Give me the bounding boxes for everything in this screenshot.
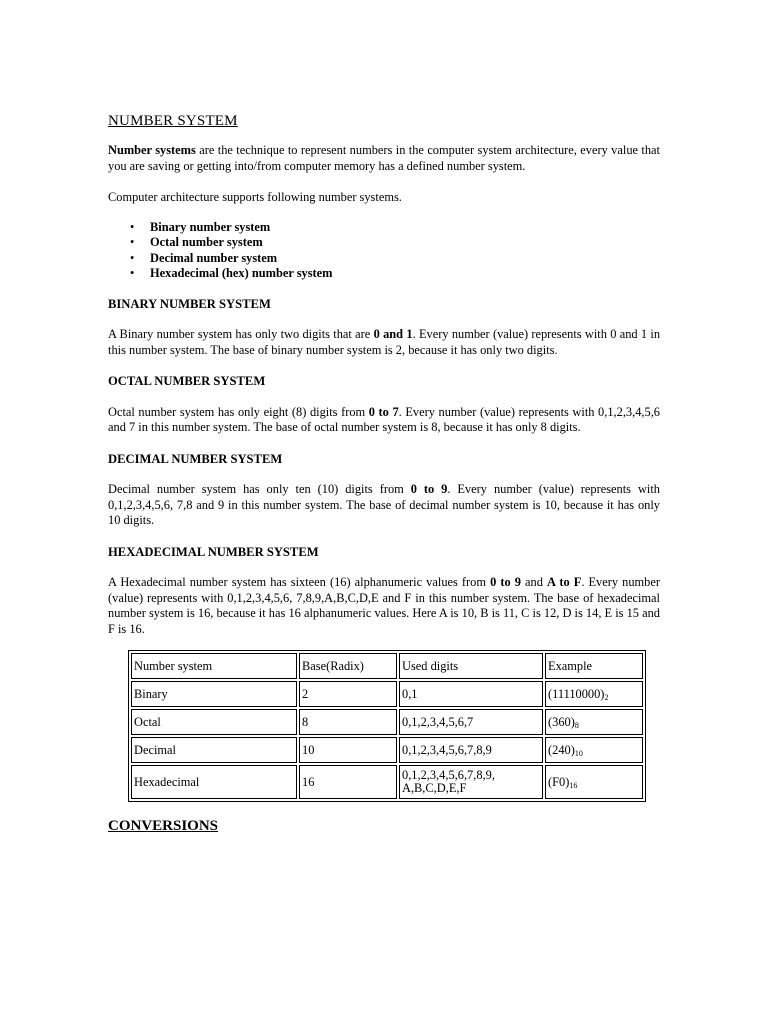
- table-row: [131, 681, 643, 707]
- system-name-cell: Binary: [131, 681, 297, 707]
- number-system-list: [108, 220, 660, 282]
- example-cell: $(360)_8$: [545, 709, 643, 735]
- decimal-heading: DECIMAL NUMBER SYSTEM: [108, 451, 283, 466]
- list-item: • Octal number system: [130, 235, 263, 249]
- hex-paragraph: A Hexadecimal number system has sixteen (16) alphanumeric values from 0 to 9 and A to F. Every number (value) represents with 0,1,2,3,4,5,6, 7,8,9,A,B,C,D,E and F in this number system. The base of hexadecimal number system is 16, because it has 16 alphanumeric values. Here A is 10, B is 11, C is 12, D is 14, E is 15 and F is 16.: [108, 575, 660, 636]
- digits-cell: 0,1: [399, 681, 543, 707]
- conversions-heading: CONVERSIONS: [108, 818, 219, 834]
- example-cell: $(240)_{10}$: [545, 737, 643, 763]
- hex-heading: HEXADECIMAL NUMBER SYSTEM: [108, 544, 319, 559]
- table-header-row: [131, 653, 643, 679]
- list-item: • Binary number system: [130, 219, 271, 234]
- header-cell: Number system: [131, 653, 297, 679]
- example-cell: $(11110000)_2$: [545, 681, 643, 707]
- binary-heading: BINARY NUMBER SYSTEM: [108, 296, 271, 311]
- base-cell: 8: [299, 709, 397, 735]
- header-cell: Example: [545, 653, 643, 679]
- system-name-cell: Hexadecimal: [131, 765, 297, 799]
- table-row: [131, 709, 643, 735]
- intro-bold-lead: Number systems: [108, 143, 196, 157]
- list-item: • Decimal number system: [130, 250, 278, 265]
- document-content: [108, 112, 660, 835]
- system-name-cell: Octal: [131, 709, 297, 735]
- digits-cell: 0,1,2,3,4,5,6,7: [399, 709, 543, 735]
- base-cell: 16: [299, 765, 397, 799]
- example-cell: $(F0)_{16}$: [545, 765, 643, 799]
- base-cell: 10: [299, 737, 397, 763]
- intro-text: are the technique to represent numbers in the computer system architecture, every value that you are saving or getting into/from computer memory has a defined number system.: [108, 143, 660, 173]
- digits-cell: 0,1,2,3,4,5,6,7,8,9, A,B,C,D,E,F: [399, 765, 543, 799]
- table-row: [131, 737, 643, 763]
- bullet-icon: •: [130, 219, 135, 234]
- decimal-paragraph: Decimal number system has only ten (10) digits from 0 to 9. Every number (value) represents with 0,1,2,3,4,5,6, 7,8 and 9 in this number system. The base of decimal number system is 10, because it has only 10 digits.: [108, 482, 660, 527]
- number-system-table: [128, 650, 646, 802]
- supports-paragraph: Computer architecture supports following number systems.: [108, 190, 402, 204]
- system-name-cell: Decimal: [131, 737, 297, 763]
- page-title: NUMBER SYSTEM: [108, 113, 238, 129]
- binary-paragraph: A Binary number system has only two digits that are 0 and 1. Every number (value) represents with 0 and 1 in this number system. The base of binary number system is 2, because it has only two digits.: [108, 327, 661, 357]
- header-cell: Base(Radix): [299, 653, 397, 679]
- octal-heading: OCTAL NUMBER SYSTEM: [108, 374, 266, 388]
- bullet-icon: •: [130, 250, 135, 265]
- bullet-icon: •: [130, 235, 135, 249]
- table-row: [131, 765, 643, 799]
- bullet-icon: •: [130, 266, 135, 280]
- octal-paragraph: Octal number system has only eight (8) digits from 0 to 7. Every number (value) represents with 0,1,2,3,4,5,6 and 7 in this number system. The base of octal number system is 8, because it has only 8 digits.: [108, 404, 660, 434]
- intro-paragraph: [108, 143, 660, 174]
- digits-cell: 0,1,2,3,4,5,6,7,8,9: [399, 737, 543, 763]
- list-item: • Hexadecimal (hex) number system: [130, 266, 333, 280]
- base-cell: 2: [299, 681, 397, 707]
- header-cell: Used digits: [399, 653, 543, 679]
